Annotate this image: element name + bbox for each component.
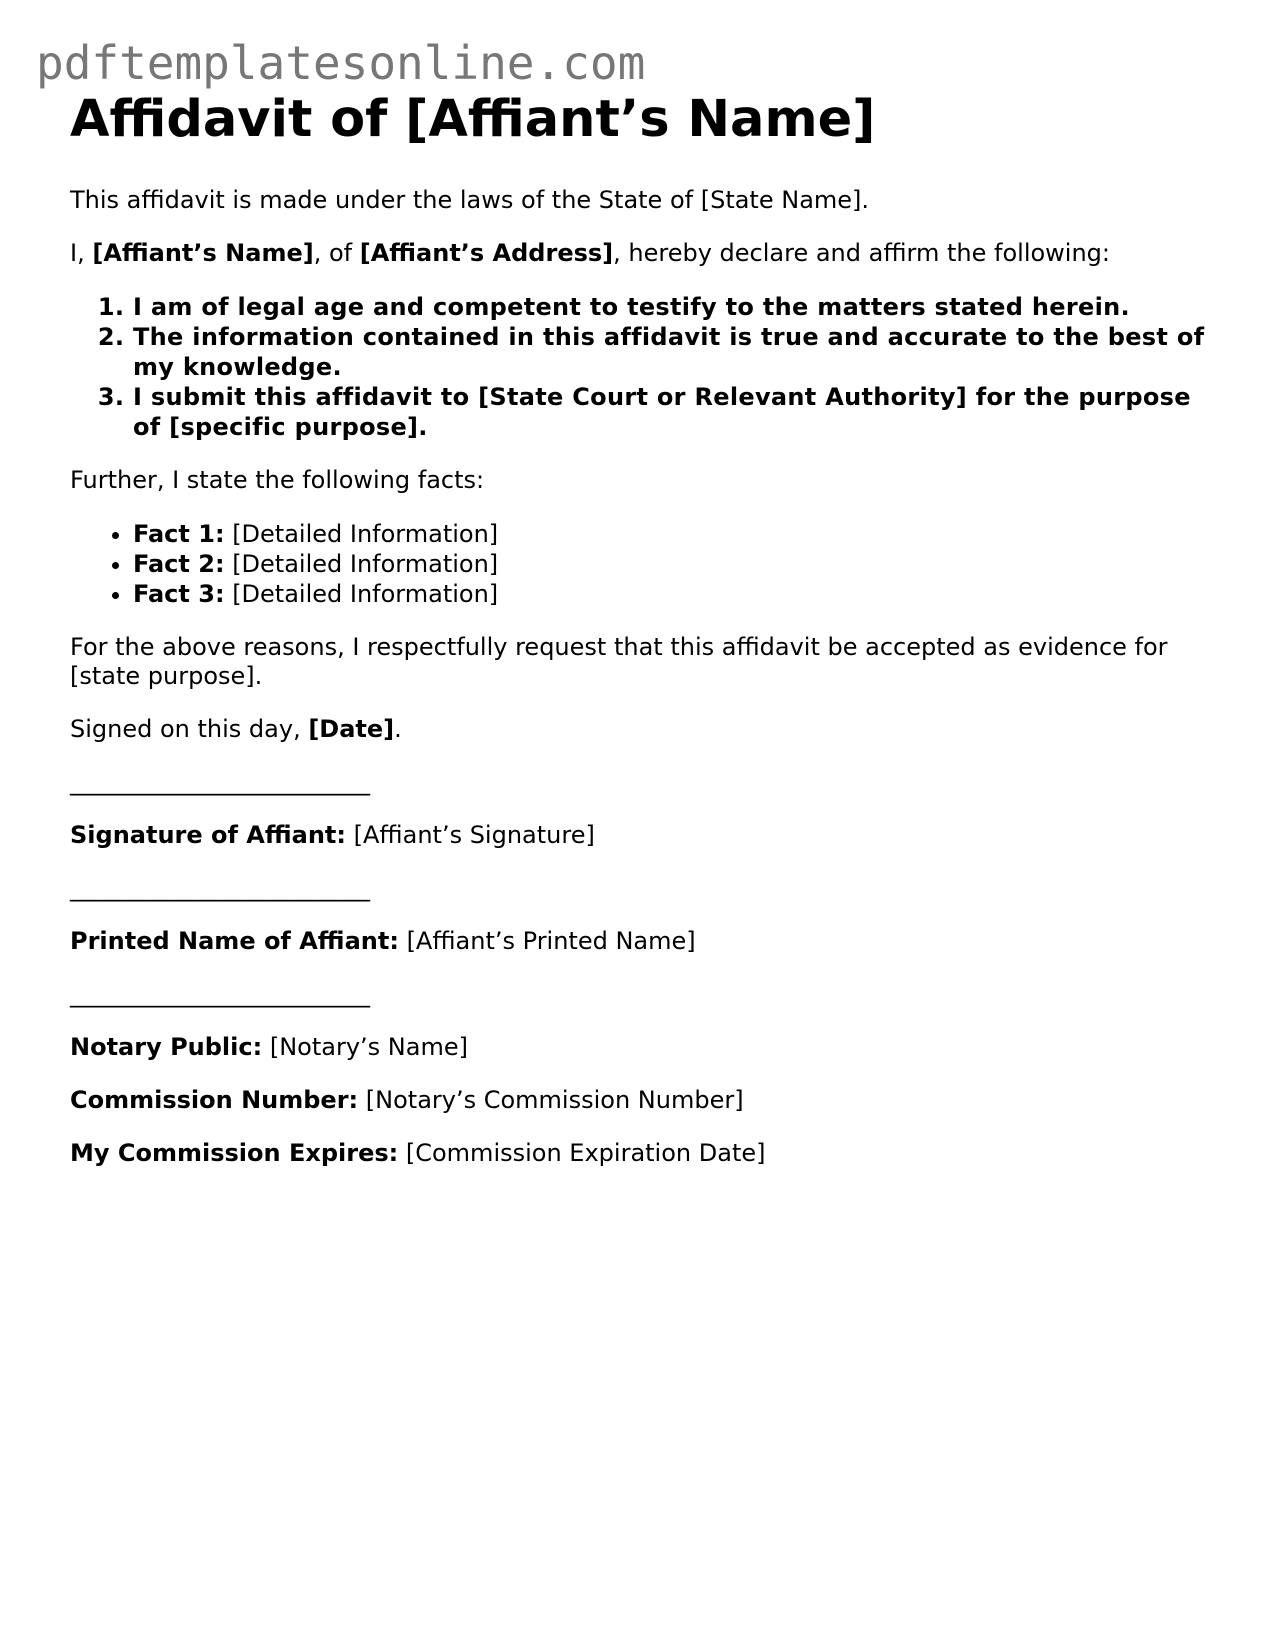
commission-number-value: [Notary’s Commission Number] (365, 1086, 744, 1115)
facts-intro: Further, I state the following facts: (70, 466, 485, 495)
intro-paragraph: This affidavit is made under the laws of the State of [State Name]. (70, 186, 870, 215)
notary-blank-line: _________________________ (70, 980, 370, 1009)
commission-expires-row (70, 1139, 1210, 1168)
commission-expires-label: My Commission Expires: (70, 1139, 399, 1168)
declaration-suffix: , hereby declare and affirm the following: (613, 239, 1110, 268)
watermark: pdftemplatesonline.com (36, 36, 646, 90)
signature-value: [Affiant’s Signature] (353, 821, 595, 850)
fact-value: [Detailed Information] (232, 520, 499, 549)
commission-number-label: Commission Number: (70, 1086, 359, 1115)
fact-label: Fact 1: (133, 520, 225, 549)
notary-label: Notary Public: (70, 1033, 263, 1062)
printed-name-row (70, 927, 1210, 956)
fact-value: [Detailed Information] (232, 550, 499, 579)
signed-suffix: . (394, 715, 402, 744)
printed-name-label: Printed Name of Affiant: (70, 927, 399, 956)
signature-label: Signature of Affiant: (70, 821, 346, 850)
facts-list (70, 519, 1210, 609)
fact-item (133, 549, 1210, 579)
fact-item (133, 579, 1210, 609)
statement-item: 1. I am of legal age and competent to testify to the matters stated herein. (133, 292, 1210, 322)
affidavit-document (70, 92, 1210, 1192)
statement-item: 3. I submit this affidavit to [State Court or Relevant Authority] for the purpose of [specific purpose]. (133, 382, 1210, 442)
fact-value: [Detailed Information] (232, 580, 499, 609)
signed-prefix: Signed on this day, (70, 715, 309, 744)
printed-name-value: [Affiant’s Printed Name] (406, 927, 696, 956)
statement-item: 2. The information contained in this affidavit is true and accurate to the best of my knowledge. (133, 322, 1210, 382)
notary-value: [Notary’s Name] (269, 1033, 468, 1062)
commission-expires-value: [Commission Expiration Date] (405, 1139, 766, 1168)
declaration-paragraph (70, 239, 1210, 268)
signed-date-paragraph (70, 715, 1210, 744)
affiant-name-placeholder: [Affiant’s Name] (92, 239, 314, 268)
declaration-prefix: I, (70, 239, 93, 268)
affiant-address-placeholder: [Affiant’s Address] (359, 239, 614, 268)
fact-item (133, 519, 1210, 549)
fact-label: Fact 3: (133, 580, 225, 609)
signature-blank-line: _________________________ (70, 768, 370, 797)
printed-name-blank-line: _________________________ (70, 874, 370, 903)
request-paragraph: For the above reasons, I respectfully request that this affidavit be accepted as evidence for [state purpose]. (70, 633, 1168, 691)
signature-row (70, 821, 1210, 850)
commission-number-row (70, 1086, 1210, 1115)
fact-label: Fact 2: (133, 550, 225, 579)
date-placeholder: [Date] (308, 715, 395, 744)
notary-row (70, 1033, 1210, 1062)
page-title: Affidavit of [Affiant’s Name] (70, 90, 876, 149)
statements-list (70, 292, 1210, 442)
declaration-mid: , of (313, 239, 360, 268)
